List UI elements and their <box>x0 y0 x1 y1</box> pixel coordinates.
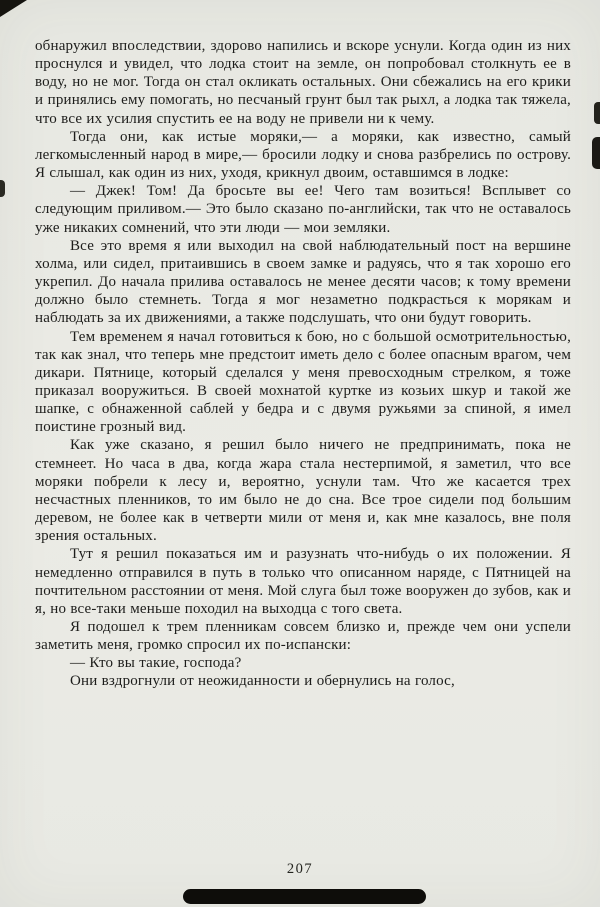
scan-artifact-left-edge <box>0 180 5 197</box>
paragraph: Тем временем я начал готовиться к бою, но с большой осмотрительностью, так как знал, что теперь мне предстоит иметь дело с более опасным врагом, чем дикари. Пятнице, который сделался у меня превосходным стрелком, я тоже приказал вооружиться. В своей мохнатой куртке из козьих шкур и такой же шапке, с обнаженной саблей у бедра и с двумя ружьями за спиной, я имел поистине грозный вид. <box>35 328 571 436</box>
paragraph: Все это время я или выходил на свой наблюдательный пост на вершине холма, или сидел, притаившись в своем замке и радуясь, что я так хорошо его укрепил. До начала прилива оставалось не менее десяти часов; к тому времени должно было стемнеть. Тогда я мог незаметно подкрасться к морякам и наблюдать за их движениями, а также подслушать, что они будут говорить. <box>35 237 571 327</box>
paragraph: Тогда они, как истые моряки,— а моряки, как известно, самый легкомысленный народ в мире,— бросили лодку и снова разбрелись по острову. Я слышал, как один из них, уходя, крикнул двоим, оставшимся в лодке: <box>35 128 571 182</box>
paragraph: Они вздрогнули от неожиданности и обернулись на голос, <box>70 673 455 690</box>
scan-artifact-top-left <box>0 0 27 17</box>
page-number: 207 <box>286 861 314 877</box>
paragraph: Я подошел к трем пленникам совсем близко и, прежде чем они успели заметить меня, громко спросил их по-испански: <box>35 619 571 654</box>
paragraph: Тут я решил показаться им и разузнать что-нибудь о их положении. Я немедленно отправился в путь в только что описанном наряде, с Пятницей на почтительном расстоянии от меня. Мой слуга был тоже вооружен до зубов, как и я, но все-таки меньше походил на выходца с того света. <box>35 546 571 617</box>
paragraph-dialogue: — Кто вы такие, господа? <box>70 655 242 672</box>
paragraph-dialogue: — Джек! Том! Да бросьте вы ее! Чего там возиться! Всплывет со следующим приливом.— Это было сказано по-английски, так что не оставалось уже никаких сомнений, что эти люди — мои земляки. <box>35 183 571 236</box>
scan-artifact-right-edge-2 <box>592 137 600 169</box>
page-text-block <box>35 37 571 691</box>
paragraph-continuation: обнаружил впоследствии, здорово напились и вскоре уснули. Когда один из них проснулся и увидел, что лодка стоит на земле, он попробовал столкнуть ее в воду, но не мог. Тогда он стал окликать остальных. Они сбежались на его крики и принялись ему помогать, но песчаный грунт был так рыхл, а лодка так тяжела, что все их усилия спустить ее на воду не привели ни к чему. <box>35 38 571 127</box>
scan-artifact-right-edge-1 <box>594 102 600 124</box>
scan-artifact-bottom-bar <box>183 889 426 904</box>
paragraph: Как уже сказано, я решил было ничего не предпринимать, пока не стемнеет. Но часа в два, когда жара стала нестерпимой, я заметил, что все моряки побрели к лесу и, вероятно, уснули там. Что же касается трех несчастных пленников, то им было не до сна. Все трое сидели под большим деревом, не более как в четверти мили от меня и, как мне казалось, вне поля зрения остальных. <box>35 437 571 545</box>
